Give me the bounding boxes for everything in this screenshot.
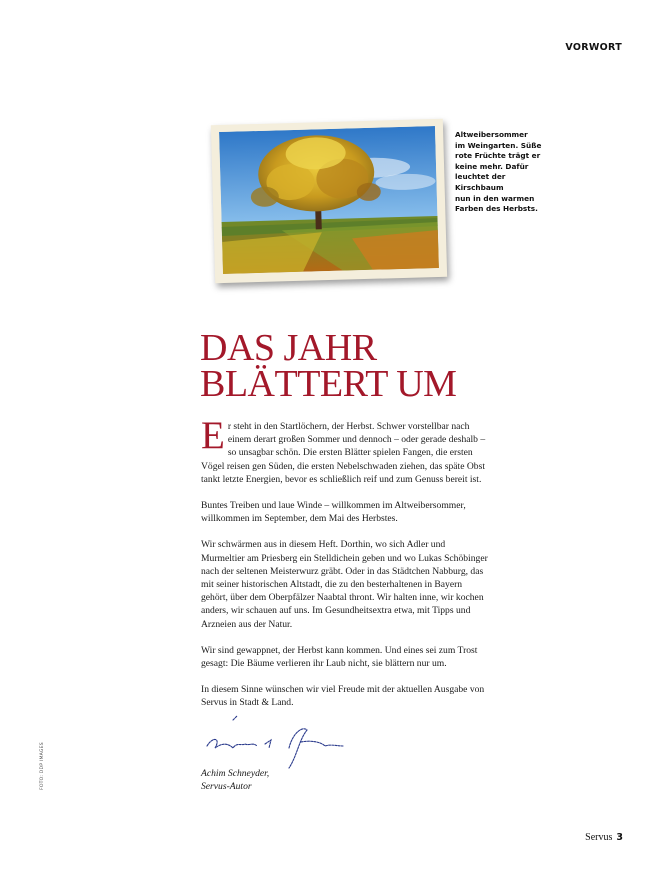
paragraph-1-text: r steht in den Startlöchern, der Herbst. Schwer vorstellbar nach einem derart großen Sommer und dennoch – oder gerade deshalb – so unsagbar schön. Die ersten Blätter spielen Fangen, die ersten Vögel reisen gen Süden, die ersten Nebelschwaden ziehen, das späte Obst tankt letzte Energien, bevor es schließlich reif und zum Genuss bereit ist.	[201, 421, 486, 485]
author-signature	[203, 712, 348, 772]
photo-credit: FOTO: DDP IMAGES	[40, 742, 45, 790]
paragraph-1	[201, 414, 491, 486]
author-role: Servus-Autor	[201, 780, 252, 792]
page-footer	[585, 832, 623, 843]
author-name: Achim Schneyder,	[201, 768, 270, 779]
magazine-name: Servus	[585, 832, 613, 843]
section-label: VORWORT	[565, 42, 622, 53]
paragraph-4: Wir sind gewappnet, der Herbst kann kommen. Und eines sei zum Trost gesagt: Die Bäume verlieren ihr Laub nicht, sie blättern nur um.	[201, 644, 478, 670]
caption-line: leuchtet der Kirschbaum	[455, 172, 506, 192]
autumn-tree-photo	[211, 119, 447, 283]
headline-line-2: BLÄTTERT UM	[200, 363, 457, 405]
page-number: 3	[616, 832, 623, 843]
drop-cap: E	[201, 414, 225, 457]
paragraph-3: Wir schwärmen aus in diesem Heft. Dorthin, wo sich Adler und Murmeltier am Priesberg ein Stelldichein geben und wo Lukas Schöbinger nach der seltenen Meisterwurz gräbt. Oder in das Städtchen Nabburg, das mit seiner historischen Altstadt, die zu den besterhaltenen in Bayern gehört, über dem Oberpfälzer Naabtal thront. Wir halten inne, wir kochen anders, wir schauen auf uns. Im Gesundheitsextra etwa, mit Tipps und Arzneien aus der Natur.	[201, 539, 488, 630]
paragraph-5: In diesem Sinne wünschen wir viel Freude mit der aktuellen Ausgabe von Servus in Stadt & Land.	[201, 684, 485, 709]
caption-line: Farben des Herbsts.	[455, 204, 538, 214]
photo-caption	[455, 130, 555, 215]
paragraph-2: Buntes Treiben und laue Winde – willkommen im Altweibersommer, willkommen im September, dem Mai des Herbstes.	[201, 500, 466, 525]
article-body	[201, 414, 491, 723]
caption-line: rote Früchte trägt er	[455, 151, 541, 161]
cherry-tree-image	[219, 126, 439, 274]
caption-line: keine mehr. Dafür	[455, 161, 529, 171]
headline-line-1: DAS JAHR	[200, 327, 377, 369]
caption-line: Altweibersommer	[455, 130, 528, 139]
author-block	[201, 768, 269, 793]
caption-line: nun in den warmen	[455, 193, 535, 203]
article-headline	[200, 327, 500, 405]
caption-line: im Weingarten. Süße	[455, 140, 542, 150]
